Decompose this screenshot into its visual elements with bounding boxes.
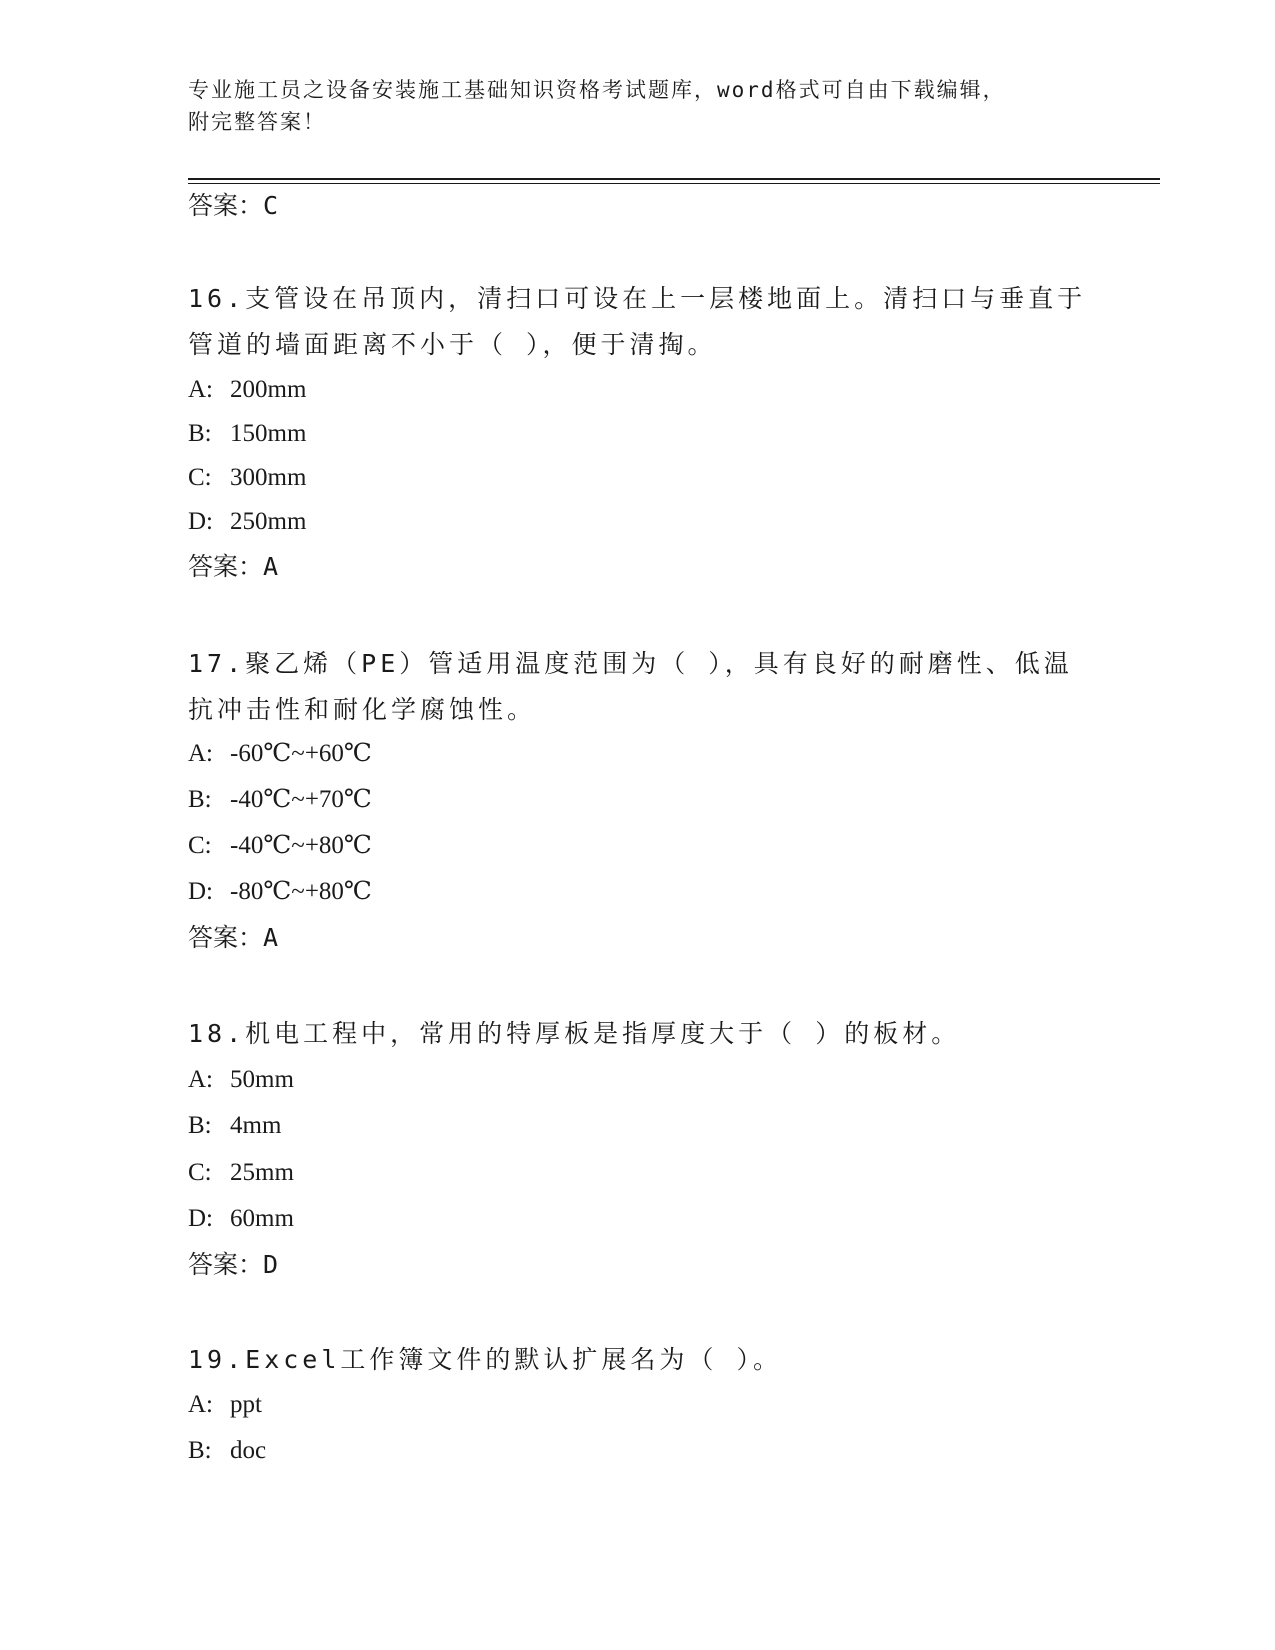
option-letter: A: <box>188 740 213 767</box>
stem-line: 19.Excel工作簿文件的默认扩展名为（ ）。 <box>188 1345 782 1374</box>
option-text: doc <box>230 1437 267 1464</box>
option-text: -40℃~+70℃ <box>230 786 372 813</box>
option-text: 4mm <box>230 1112 282 1139</box>
answer-q18 <box>188 1249 278 1281</box>
answer-q16 <box>188 551 278 583</box>
option-text: -80℃~+80℃ <box>230 878 372 905</box>
option-letter: A: <box>188 1391 213 1418</box>
answer-label: 答案： <box>188 1250 264 1279</box>
answer-label: 答案： <box>188 191 264 220</box>
question-16-stem <box>188 276 1088 368</box>
stem-line: 抗冲击性和耐化学腐蚀性。 <box>188 695 537 724</box>
question-16-option-b <box>188 418 306 450</box>
answer-value: C <box>263 191 279 220</box>
option-letter: A: <box>188 376 213 403</box>
answer-q17 <box>188 922 278 954</box>
option-letter: A: <box>188 1066 213 1093</box>
option-letter: B: <box>188 786 212 813</box>
question-18-option-a <box>188 1064 294 1096</box>
header-divider-thin <box>188 183 1160 184</box>
question-16-option-d <box>188 506 306 538</box>
document-header <box>188 74 1068 138</box>
header-line-2: 附完整答案！ <box>188 110 326 134</box>
question-17-option-a <box>188 738 372 770</box>
question-18-option-c <box>188 1157 294 1189</box>
option-text: 250mm <box>230 508 307 535</box>
header-line-1: 专业施工员之设备安装施工基础知识资格考试题库，word格式可自由下载编辑， <box>188 78 1006 102</box>
question-19-option-a <box>188 1389 262 1421</box>
answer-label: 答案： <box>188 552 264 581</box>
option-text: 60mm <box>230 1205 294 1232</box>
option-letter: C: <box>188 832 212 859</box>
question-17-option-d <box>188 876 372 908</box>
option-letter: D: <box>188 878 213 905</box>
option-letter: C: <box>188 1159 212 1186</box>
question-17-stem <box>188 641 1088 733</box>
question-18-option-d <box>188 1203 294 1235</box>
stem-line: 管道的墙面距离不小于（ ），便于清掏。 <box>188 330 717 359</box>
question-17-option-c <box>188 830 372 862</box>
answer-value: D <box>263 1250 279 1279</box>
option-text: 150mm <box>230 420 307 447</box>
option-letter: C: <box>188 464 212 491</box>
answer-q15 <box>188 190 278 222</box>
option-text: 25mm <box>230 1159 294 1186</box>
stem-line: 17.聚乙烯（PE）管适用温度范围为（ ），具有良好的耐磨性、低温 <box>188 649 1073 678</box>
option-text: 50mm <box>230 1066 294 1093</box>
option-letter: B: <box>188 1112 212 1139</box>
question-17-option-b <box>188 784 372 816</box>
stem-line: 16.支管设在吊顶内，清扫口可设在上一层楼地面上。清扫口与垂直于 <box>188 284 1087 313</box>
question-18-option-b <box>188 1110 281 1142</box>
option-letter: D: <box>188 508 213 535</box>
question-19-option-b <box>188 1435 266 1467</box>
answer-label: 答案： <box>188 923 264 952</box>
option-text: -60℃~+60℃ <box>230 740 372 767</box>
header-divider <box>188 178 1160 180</box>
option-letter: D: <box>188 1205 213 1232</box>
option-letter: B: <box>188 1437 212 1464</box>
option-text: 300mm <box>230 464 307 491</box>
option-text: 200mm <box>230 376 307 403</box>
question-16-option-c <box>188 462 306 494</box>
question-19-stem <box>188 1337 1088 1383</box>
stem-line: 18.机电工程中，常用的特厚板是指厚度大于（ ）的板材。 <box>188 1019 961 1048</box>
option-text: -40℃~+80℃ <box>230 832 372 859</box>
answer-value: A <box>263 923 279 952</box>
option-text: ppt <box>230 1391 262 1418</box>
question-18-stem <box>188 1011 1088 1057</box>
option-letter: B: <box>188 420 212 447</box>
question-16-option-a <box>188 374 306 406</box>
answer-value: A <box>263 552 279 581</box>
